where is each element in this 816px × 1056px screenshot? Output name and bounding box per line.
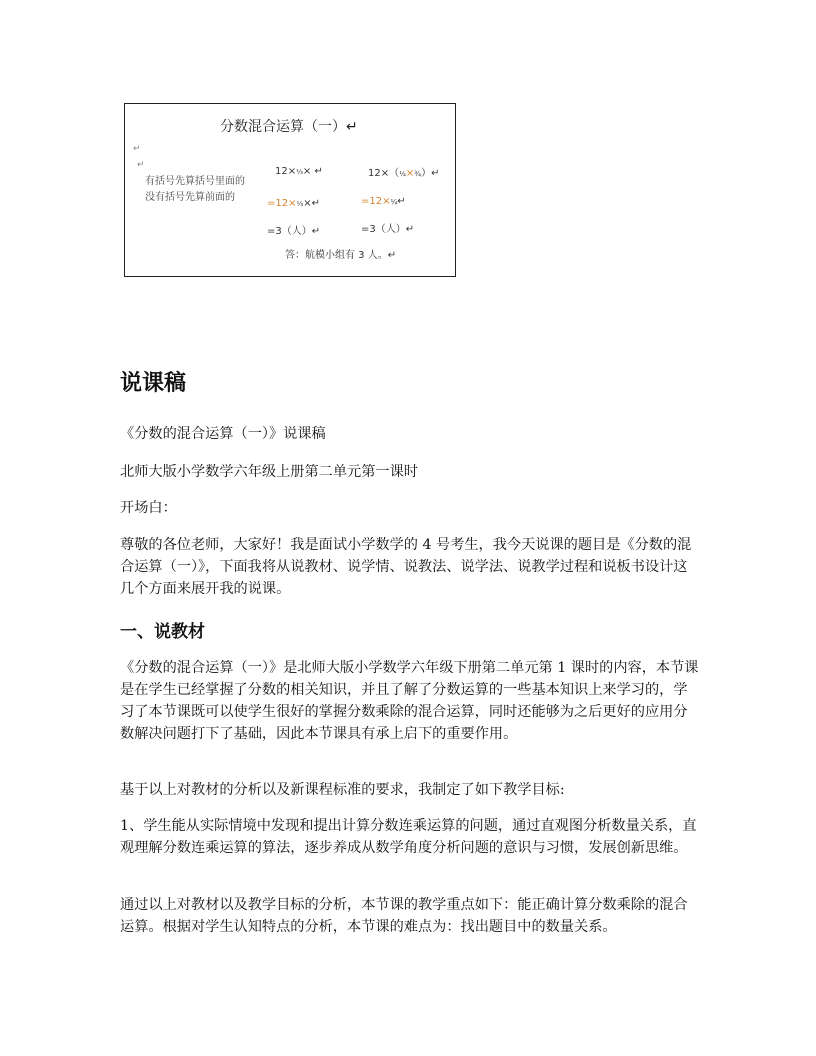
left-expression-1: 12×⅓× ↵ bbox=[275, 166, 323, 177]
textbook-paragraph-1: 《分数的混合运算（一）》是北师大版小学数学六年级下册第二单元第 1 课时的内容，本节课是在学生已经掌握了分数的相关知识，并且了解了分数运算的一些基本知识上来学习的，学习了本节课既可以使学生很好的掌握分数乘除的混合运算，同时还能够为之后更好的应用分数解决问题打下了基础，因此本节课具有承上启下的重要作用。 bbox=[120, 660, 699, 742]
right-expression-3: =3（人）↵ bbox=[361, 224, 415, 235]
right-expression-2: =12×¼↵ bbox=[361, 196, 406, 207]
left-expr1-rest: × ↵ bbox=[302, 166, 323, 177]
focus-paragraph: 通过以上对教材以及教学目标的分析，本节课的教学重点如下：能正确计算分数乘除的混合运算。根据对学生认知特点的分析，本节课的难点为：找出题目中的数量关系。 bbox=[120, 897, 688, 935]
textbook-paragraph-2: 基于以上对教材的分析以及新课程标准的要求，我制定了如下教学目标: bbox=[120, 782, 565, 798]
return-mark: ↵ bbox=[137, 160, 145, 170]
right-expr2-rest: ↵ bbox=[397, 196, 406, 207]
right-expression-1: 12×（¼×¾）↵ bbox=[368, 168, 440, 179]
return-mark: ↵ bbox=[133, 144, 141, 154]
note-line-1: 有括号先算括号里面的 bbox=[145, 176, 245, 187]
left-expression-2: =12×⅓×↵ bbox=[267, 198, 321, 209]
objective-paragraph: 1、学生能从实际情境中发现和提出计算分数连乘运算的问题，通过直观图分析数量关系，直观理解分数连乘运算的算法，逐步养成从数学角度分析问题的意识与习惯，发展创新思维。 bbox=[120, 818, 697, 856]
figure-answer: 答：航模小组有 3 人。↵ bbox=[285, 250, 397, 261]
left-expr1-text: 12× bbox=[275, 166, 297, 177]
opening-label: 开场白： bbox=[120, 500, 177, 516]
note-line-2: 没有括号先算前面的 bbox=[145, 192, 235, 203]
section-heading-textbook: 一、说教材 bbox=[120, 622, 205, 642]
opening-paragraph: 尊敬的各位老师，大家好！我是面试小学数学的 4 号考生，我今天说课的题目是《分数的混合运算（一）》，下面我将从说教材、说学情、说教法、说学法、说教学过程和说板书设计这几个方面来展开我的说课。 bbox=[120, 537, 692, 597]
course-info: 北师大版小学数学六年级上册第二单元第一课时 bbox=[120, 464, 418, 480]
figure-title: 分数混合运算（一）↵ bbox=[220, 119, 358, 135]
right-expr1-rest: ）↵ bbox=[421, 168, 440, 179]
right-expr2-text: =12× bbox=[361, 196, 391, 207]
board-figure bbox=[124, 103, 456, 277]
left-expr2-text: =12× bbox=[267, 198, 297, 209]
left-expr2-rest: ×↵ bbox=[303, 198, 321, 209]
document-title: 说课稿 bbox=[120, 371, 187, 396]
lesson-subtitle: 《分数的混合运算（一）》说课稿 bbox=[120, 426, 326, 442]
left-expression-3: =3（人）↵ bbox=[267, 226, 321, 237]
right-expr1-text: 12×（ bbox=[368, 168, 400, 179]
figure-note bbox=[145, 174, 245, 206]
